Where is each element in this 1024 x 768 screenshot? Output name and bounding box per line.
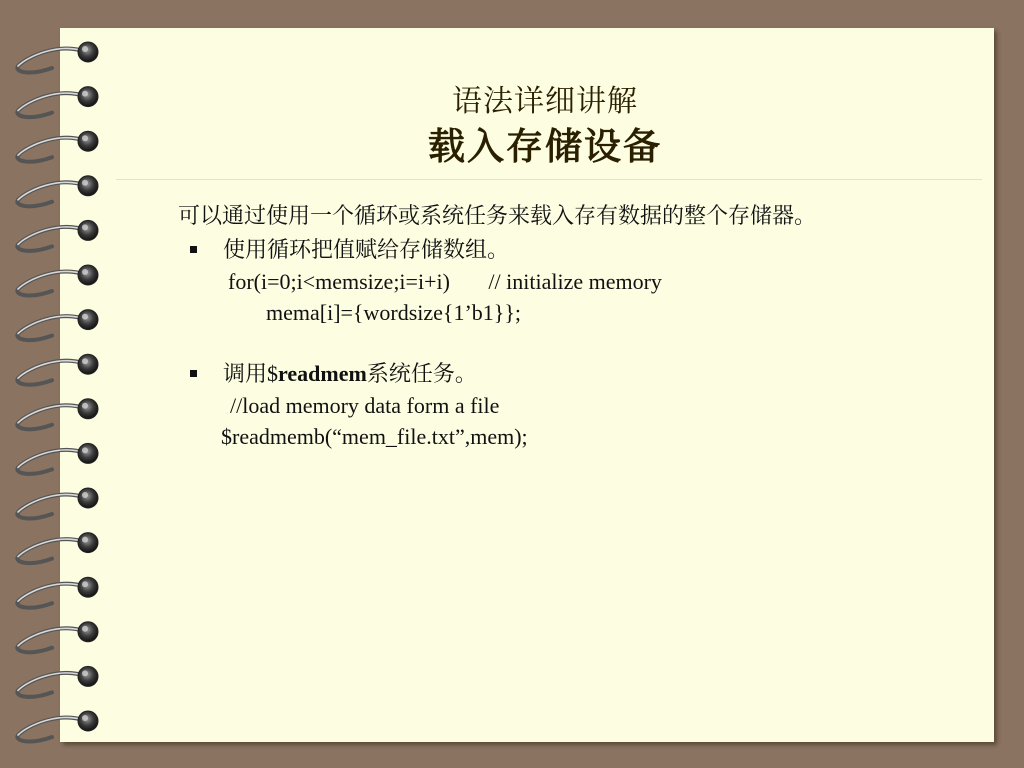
code-line: for(i=0;i<memsize;i=i+i) // initialize memory (228, 269, 662, 294)
binding-ring (17, 533, 98, 563)
bullet-text: 使用循环把值赋给存储数组。 (223, 237, 510, 262)
bullet-item-loop (178, 234, 958, 266)
slide-body (178, 200, 958, 452)
binding-ring (17, 220, 98, 250)
bullet-text-suffix: 系统任务。 (366, 361, 477, 386)
square-bullet-icon (190, 370, 197, 377)
binding-ring (17, 310, 98, 340)
binding-ring (17, 176, 98, 206)
slide-title: 载入存储设备 (428, 127, 662, 168)
code-line: //load memory data form a file (230, 393, 500, 418)
binding-ring (17, 354, 98, 384)
binding-ring (17, 711, 98, 741)
slide-subtitle: 语法详细讲解 (452, 85, 638, 118)
binding-ring (17, 666, 98, 696)
binding-ring (17, 443, 98, 473)
binding-ring (17, 265, 98, 295)
binding-ring (17, 622, 98, 652)
square-bullet-icon (190, 246, 197, 253)
title-divider (116, 179, 982, 180)
binding-ring (17, 42, 98, 72)
code-line: $readmemb(“mem_file.txt”,mem); (221, 424, 528, 449)
code-line: mema[i]={wordsize{1’b1}}; (266, 300, 522, 325)
intro-paragraph: 可以通过使用一个循环或系统任务来载入存有数据的整个存储器。 (178, 203, 817, 228)
binding-ring (17, 399, 98, 429)
bullet-item-readmem (178, 358, 958, 390)
bullet-text-keyword: readmem (278, 361, 367, 386)
binding-ring (17, 577, 98, 607)
binding-ring (17, 488, 98, 518)
bullet-text-prefix: 调用$ (223, 361, 279, 386)
